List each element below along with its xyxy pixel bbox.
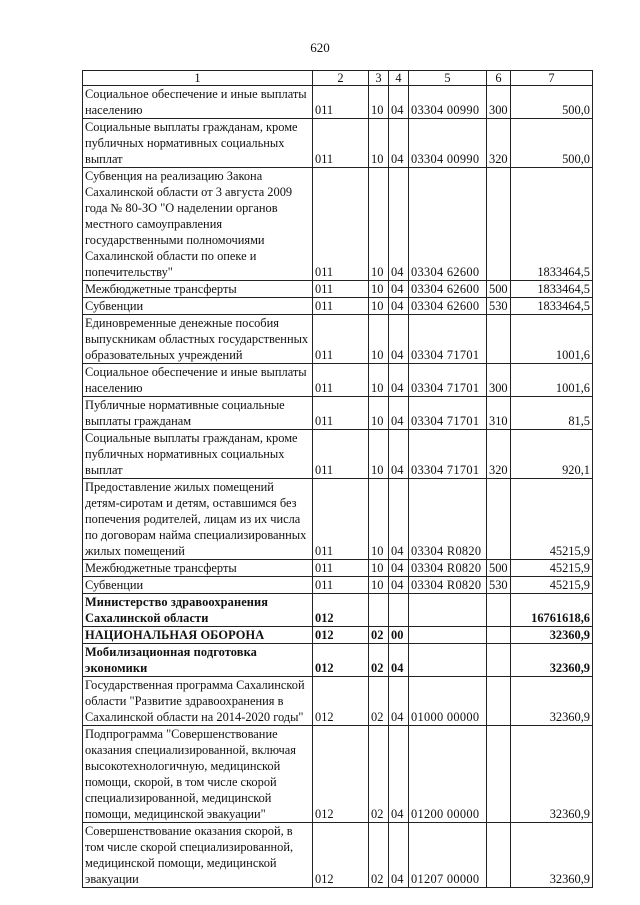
row-name: Публичные нормативные социальные выплаты гражданам [83,397,313,430]
row-target-article: 03304 00990 [409,119,487,168]
row-name: Мобилизационная подготовка экономики [83,644,313,677]
table-row [83,168,593,281]
row-expense-type: 530 [487,577,511,594]
table-row [83,823,593,888]
row-amount: 500,0 [511,86,593,119]
row-target-article: 03304 R0820 [409,560,487,577]
row-expense-type: 320 [487,119,511,168]
row-target-article: 01000 00000 [409,677,487,726]
row-amount: 1833464,5 [511,298,593,315]
row-amount: 32360,9 [511,644,593,677]
row-amount: 1833464,5 [511,168,593,281]
row-target-article: 03304 00990 [409,86,487,119]
row-name: Государственная программа Сахалинской области "Развитие здравоохранения в Сахалинской области на 2014-2020 годы" [83,677,313,726]
table-row [83,677,593,726]
table-header-row [83,71,593,86]
row-chapter-code: 011 [313,119,369,168]
row-target-article [409,644,487,677]
row-target-article: 01200 00000 [409,726,487,823]
row-subsection-code: 00 [389,627,409,644]
row-section-code: 02 [369,677,389,726]
row-target-article: 03304 R0820 [409,577,487,594]
row-subsection-code: 04 [389,677,409,726]
row-section-code: 10 [369,560,389,577]
row-subsection-code: 04 [389,726,409,823]
header-cell: 4 [389,71,409,86]
row-expense-type [487,726,511,823]
row-subsection-code: 04 [389,397,409,430]
row-expense-type: 500 [487,281,511,298]
row-subsection-code: 04 [389,315,409,364]
row-expense-type [487,644,511,677]
row-subsection-code: 04 [389,430,409,479]
row-subsection-code: 04 [389,119,409,168]
row-section-code: 02 [369,627,389,644]
row-section-code: 10 [369,86,389,119]
row-expense-type: 500 [487,560,511,577]
row-name: Предоставление жилых помещений детям-сиротам и детям, оставшимся без попечения родителей, лицам из их числа по договорам найма специализированных жилых помещений [83,479,313,560]
table-row [83,644,593,677]
table-row [83,364,593,397]
row-expense-type [487,479,511,560]
page-number: 620 [310,40,330,55]
row-chapter-code: 012 [313,644,369,677]
row-expense-type [487,315,511,364]
row-section-code: 10 [369,397,389,430]
row-amount: 500,0 [511,119,593,168]
row-section-code: 10 [369,119,389,168]
row-amount: 45215,9 [511,577,593,594]
table-row [83,119,593,168]
table-row [83,315,593,364]
table-row [83,298,593,315]
row-chapter-code: 012 [313,627,369,644]
row-expense-type: 300 [487,364,511,397]
row-subsection-code: 04 [389,298,409,315]
row-target-article: 01207 00000 [409,823,487,888]
table-row [83,594,593,627]
row-section-code: 10 [369,479,389,560]
header-cell: 5 [409,71,487,86]
row-subsection-code: 04 [389,86,409,119]
row-section-code: 10 [369,298,389,315]
table-row [83,726,593,823]
row-name: Межбюджетные трансферты [83,281,313,298]
row-chapter-code: 011 [313,397,369,430]
row-target-article: 03304 62600 [409,168,487,281]
row-chapter-code: 011 [313,364,369,397]
row-target-article [409,594,487,627]
row-chapter-code: 012 [313,594,369,627]
row-subsection-code: 04 [389,560,409,577]
row-subsection-code: 04 [389,364,409,397]
row-section-code: 10 [369,315,389,364]
header-cell: 7 [511,71,593,86]
row-chapter-code: 011 [313,577,369,594]
row-expense-type: 530 [487,298,511,315]
row-amount: 16761618,6 [511,594,593,627]
row-expense-type [487,168,511,281]
row-name: Социальные выплаты гражданам, кроме публичных нормативных социальных выплат [83,430,313,479]
row-section-code: 10 [369,281,389,298]
row-name: Субвенция на реализацию Закона Сахалинской области от 3 августа 2009 года № 80-ЗО "О наделении органов местного самоуправления государственными полномочиями Сахалинской области по опеке и попечительству" [83,168,313,281]
row-expense-type: 320 [487,430,511,479]
row-section-code: 10 [369,168,389,281]
row-section-code: 02 [369,823,389,888]
row-section-code [369,594,389,627]
row-subsection-code: 04 [389,823,409,888]
row-subsection-code: 04 [389,577,409,594]
row-target-article: 03304 71701 [409,430,487,479]
row-amount: 32360,9 [511,677,593,726]
row-name: Подпрограмма "Совершенствование оказания специализированной, включая высокотехнологичную, медицинской помощи, скорой, в том числе скорой специализированной, медицинской помощи, медицинской эвакуации" [83,726,313,823]
row-expense-type [487,627,511,644]
row-chapter-code: 011 [313,281,369,298]
row-chapter-code: 011 [313,479,369,560]
row-chapter-code: 012 [313,823,369,888]
row-name: Социальное обеспечение и иные выплаты населению [83,86,313,119]
table-row [83,281,593,298]
row-amount: 32360,9 [511,823,593,888]
row-section-code: 02 [369,726,389,823]
row-section-code: 10 [369,577,389,594]
table-row [83,86,593,119]
header-cell: 6 [487,71,511,86]
row-chapter-code: 011 [313,430,369,479]
row-amount: 32360,9 [511,627,593,644]
row-expense-type: 300 [487,86,511,119]
row-chapter-code: 011 [313,168,369,281]
row-chapter-code: 011 [313,315,369,364]
row-target-article: 03304 62600 [409,281,487,298]
row-subsection-code [389,594,409,627]
row-name: Субвенции [83,298,313,315]
row-name: Социальное обеспечение и иные выплаты населению [83,364,313,397]
row-amount: 45215,9 [511,479,593,560]
row-subsection-code: 04 [389,168,409,281]
row-chapter-code: 011 [313,86,369,119]
header-cell: 3 [369,71,389,86]
row-amount: 920,1 [511,430,593,479]
row-name: Социальные выплаты гражданам, кроме публичных нормативных социальных выплат [83,119,313,168]
row-target-article: 03304 71701 [409,397,487,430]
row-amount: 81,5 [511,397,593,430]
table-row [83,577,593,594]
row-chapter-code: 011 [313,298,369,315]
row-section-code: 10 [369,430,389,479]
row-subsection-code: 04 [389,281,409,298]
row-name: Совершенствование оказания скорой, в том числе скорой специализированной, медицинской помощи, медицинской эвакуации [83,823,313,888]
row-expense-type [487,594,511,627]
row-subsection-code: 04 [389,479,409,560]
row-name: Межбюджетные трансферты [83,560,313,577]
row-target-article [409,627,487,644]
row-target-article: 03304 71701 [409,364,487,397]
row-subsection-code: 04 [389,644,409,677]
row-name: Министерство здравоохранения Сахалинской области [83,594,313,627]
row-amount: 1001,6 [511,364,593,397]
row-target-article: 03304 62600 [409,298,487,315]
budget-table [82,70,593,888]
row-section-code: 02 [369,644,389,677]
row-name: Единовременные денежные пособия выпускникам областных государственных образовательных учреждений [83,315,313,364]
table-row [83,560,593,577]
row-target-article: 03304 71701 [409,315,487,364]
row-amount: 1833464,5 [511,281,593,298]
table-row [83,479,593,560]
row-chapter-code: 011 [313,560,369,577]
row-section-code: 10 [369,364,389,397]
table-row [83,430,593,479]
header-cell: 1 [83,71,313,86]
table-row [83,627,593,644]
row-chapter-code: 012 [313,726,369,823]
row-amount: 45215,9 [511,560,593,577]
row-expense-type: 310 [487,397,511,430]
row-chapter-code: 012 [313,677,369,726]
row-name: НАЦИОНАЛЬНАЯ ОБОРОНА [83,627,313,644]
row-name: Субвенции [83,577,313,594]
row-target-article: 03304 R0820 [409,479,487,560]
row-amount: 32360,9 [511,726,593,823]
row-expense-type [487,823,511,888]
row-amount: 1001,6 [511,315,593,364]
header-cell: 2 [313,71,369,86]
row-expense-type [487,677,511,726]
table-row [83,397,593,430]
